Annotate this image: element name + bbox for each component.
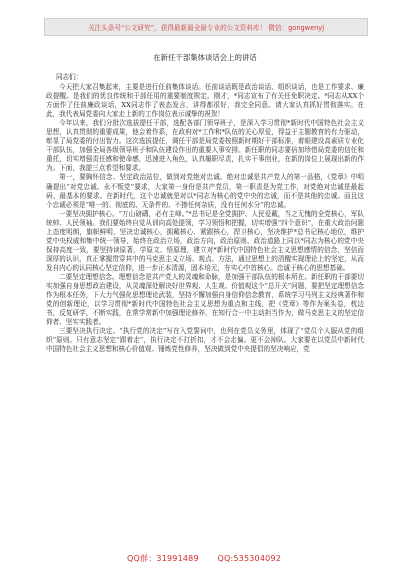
paragraph: 二要坚定理想信念。理想信念是共产党人的灵魂和命脉，是加强干部队伍的根本所在。新任职的干部要切实加强自身思想政治建设，从灵魂深处解决好世界观、人生观、价值观这个“总开关”问题，要把坚定理想信念作为根本任务，下大力气强化思想理论武装，坚持不懈加强自身信仰信念教育，系统学习马列主义经典著作和党的创新理论，以学习贯彻*新时代中国特色社会主义思想为重点和主线，把《党章》等作为案头卷，枕边书，反复研学，不断实践，在常学常新中加强理论修养，在知行合一中主动担当作为，做马克思主义的坚定信仰者、坚实实践者。 [46,272,364,327]
paragraph: 三要坚决执行决定。“执行党的决定”写在入党誓词中，也列在党员义务里，体现了“党员个人服从党的组织”原则。只有意志坚定“跟着走”，执行决定不打折扣，才不会走偏。更不会掉队。大家要在以党员中新时代中国特色社会主义思想和核心价值观、锤炼党性修养，坚决做到党中央提倡的坚决响应，党 [46,327,364,354]
paragraph: 今天把大家召集起来，主要是进行任前集体谈话。任前谈话既是政治谈话、组织谈话，也是工作要求、廉政提醒。是我们的优良传统和干部任用的重要制度规定。刚才，*同志宣布了有关任免职决定。*同志从XX个方面作了任前廉政谈话，XX同志作了表态发言，讲得都很好，我完全同意。请大家认真抓好贯彻落实。在此，我代表局党委向大家走上新的工作岗位表示诚挚的祝贺！ [46,83,364,119]
footer-qq: QQ:535304092 [217,554,281,563]
paragraph: 今年以来，我们分批次选拔提任干部，选配各部门领导班子，是深入学习贯彻*新时代中国特色社会主义思想，认真贯彻的重要成果，他会着作系，在政府对*工作和*队伍的关心厚爱，得益于主题教育的有力驱动，彰显了局党委的付出智力。这次选拔提任，调任干部是局党委按照新时期好干部标准，着眼建设高素质专业化干部队伍，加强全局各级领导班子和队伍建设作出的重要人事安排。新任职的同志要倍加珍惜局党委的信任和重托，切实增强责任感和使命感，迅速进入角色，认真履职尽责，扎实干事创业，在新的岗位上展现出新的作为。下面，我提三点希望和要求。 [46,119,364,173]
greeting: 同志们： [56,73,83,81]
paragraph: 第一，要胸怀信念、坚定政治站位，做到对党绝对忠诚。绝对忠诚是共产党人的第一品格，《党章》中明确提出“对党忠诚、永不叛党”要求，大家第一身份是共产党员，第一职责是为党工作，对党绝对忠诚是最起码、最基本的要求。在新时代，这个忠诚就是对以*同志为核心的党中央的忠诚，而不是其他的忠诚。而且这个忠诚必须是“唯一的、彻底的、无条件的、不掺任何杂质，没有任何水分”的忠诚。 [46,173,364,209]
paragraph: 一要坚决拥护核心。“万山磅礴，必有主峰。”*总书记是全党拥护、人民爱戴，当之无愧的全党核心，军队统帅、人民领袖。我们要始终自觉从训向高处提领，学习领悟和把握，切实增强“四个意识”，在重大政治问题上态度明朗，旗帜鲜明，坚决忠诚核心，拥戴核心、紧跟核心，捍卫核心，坚决维护*总书记核心地位，维护党中央权威和集中统一领导，始终在政治立场，政治方向，政治原则、政治道路上同以*同志为核心的党中央保持高度一致，要坚持读原著，学原文、悟原理，建立对*新时代中国特色社会主义思想感情的信念，坚信而深厚的认识，真正掌握贯穿其中的马克思主义立场、观点、方法，通过思想上的清醒实现理论上的坚定，从而发自内心的认同核心坚定信仰，进一步正本清源，固本培元，夯实心中首核心。忠诚于核心的思想基础。 [46,209,364,272]
top-banner [44,18,368,36]
banner-text: 关注头条号“公文研究”，获得最新最全最专业的公文资料库！ 微信：gongwenyj [87,24,325,32]
document-page [46,46,364,550]
document-title: 在新任干部集体谈话会上的讲话 [153,53,257,62]
footer-qq-group: QQ群：31991489 [127,554,199,563]
footer-contact [0,553,408,564]
